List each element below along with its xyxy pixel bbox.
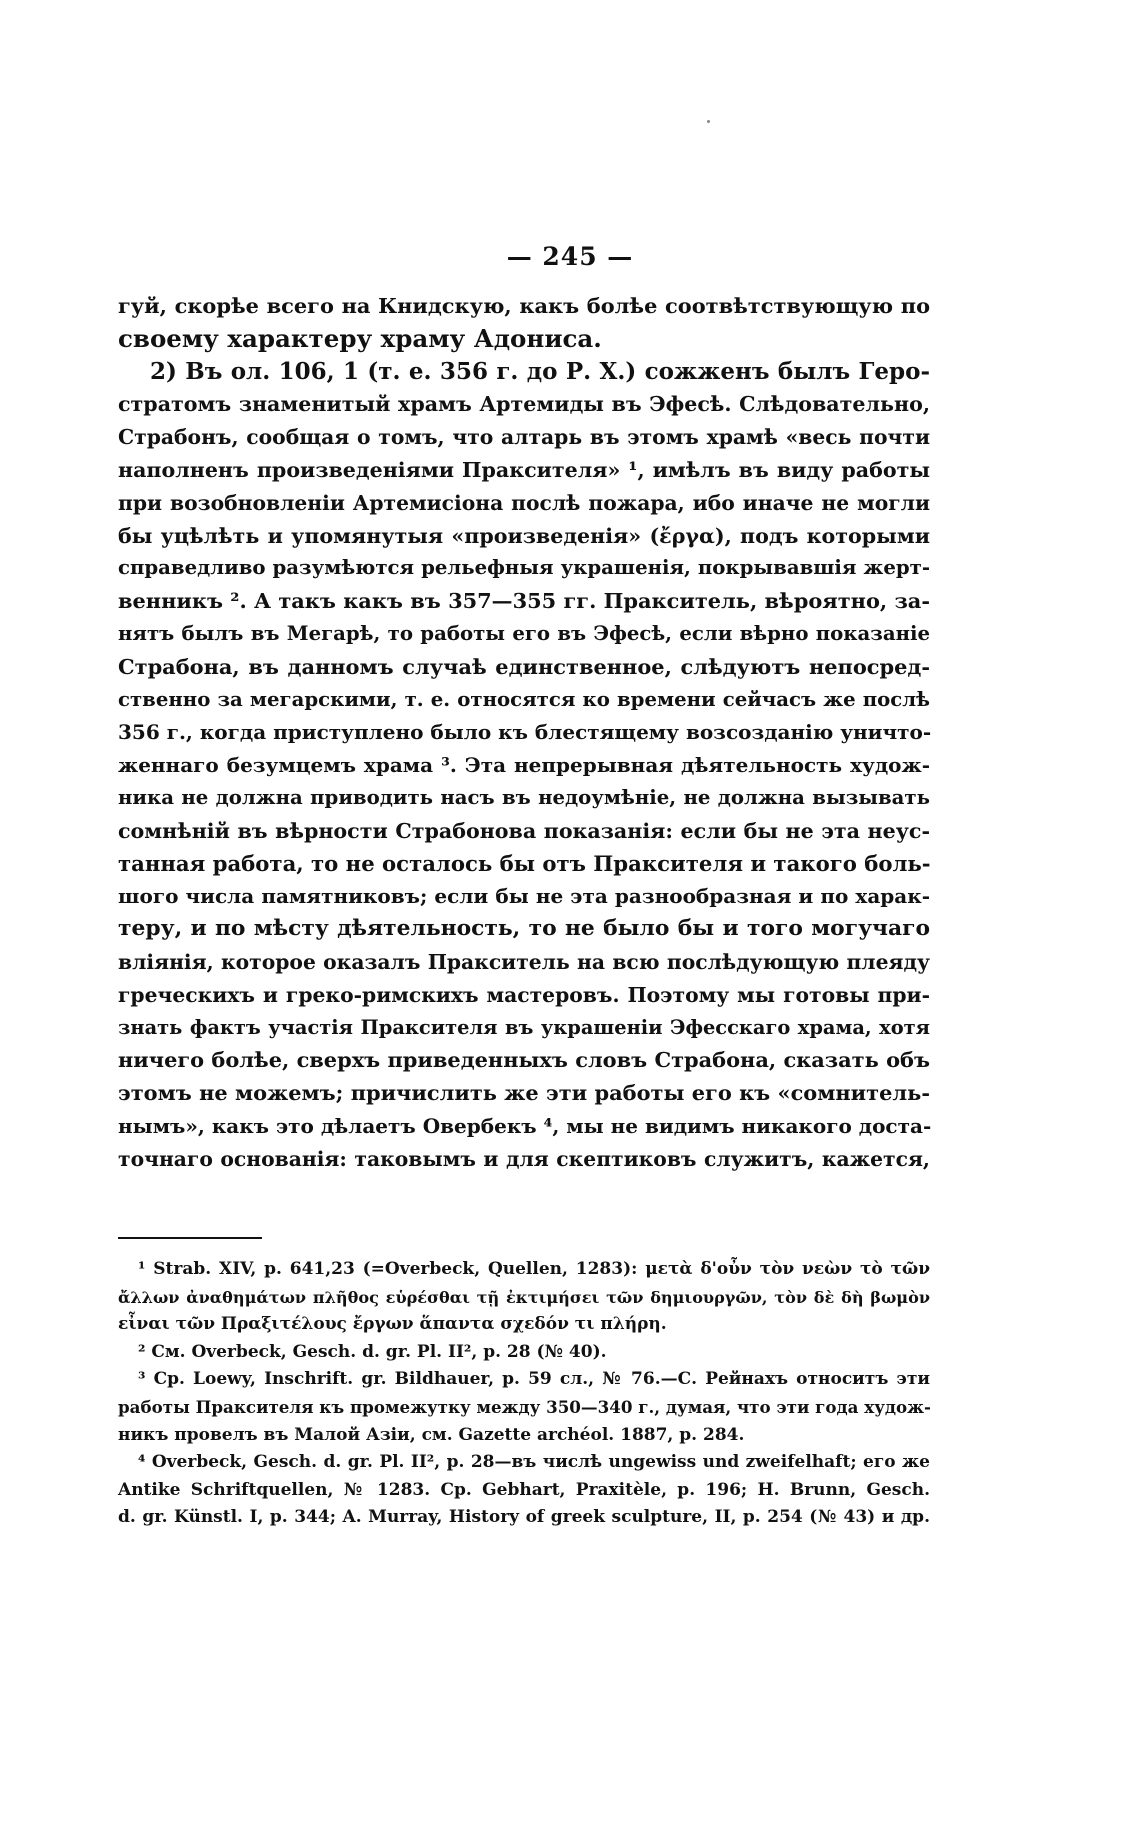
text-line: 356 г., когда приступлено было къ блестящему возсозданію уничто- — [118, 720, 932, 745]
footnote-rule — [118, 1237, 262, 1239]
text-line: женнаго безумцемъ храма ³. Эта непрерывная дѣятельность худож- — [118, 753, 930, 778]
footnote-line: ἄλλων ἀναθημάτων πλῆθος εὑρέσθαι τῇ ἐκτιμήσει τῶν δημιουργῶν, τὸν δὲ δὴ βωμὸν — [118, 1287, 930, 1307]
text-line: нятъ былъ въ Мегарѣ, то работы его въ Эфесѣ, если вѣрно показаніе — [118, 621, 930, 645]
main-text — [118, 290, 930, 1176]
text-line: сомнѣній въ вѣрности Страбонова показанія: если бы не эта неус- — [118, 818, 930, 843]
text-line: точнаго основанія: таковымъ и для скептиковъ служитъ, кажется, — [118, 1146, 930, 1171]
text-line: вліянія, которое оказалъ Пракситель на всю послѣдующую плеяду — [118, 949, 930, 974]
text-line: теру, и по мѣсту дѣятельность, то не было бы и того могучаго — [118, 916, 930, 942]
text-line: бы уцѣлѣть и упомянутыя «произведенія» (ἔργα), подъ которыми — [118, 523, 930, 548]
text-line: наполненъ произведеніями Праксителя» ¹, имѣлъ въ виду работы — [118, 457, 930, 482]
text-line: венникъ ². А такъ какъ въ 357—355 гг. Пракситель, вѣроятно, за- — [118, 588, 930, 614]
footnote-line: ¹ Strab. XIV, p. 641,23 (=Overbeck, Quellen, 1283): μετὰ δ'οὖν τὸν νεὼν τὸ τῶν — [138, 1259, 930, 1279]
text-line: гуй, скорѣе всего на Книдскую, какъ болѣе соотвѣтствующую по — [118, 293, 930, 318]
text-line: ственно за мегарскими, т. е. относятся ко времени сейчасъ же послѣ — [118, 687, 930, 711]
footnote-line: работы Праксителя къ промежутку между 350—340 г., думая, что эти года худож- — [118, 1396, 931, 1417]
footnote-line: Antike Schriftquellen, № 1283. Cp. Gebhart, Praxitèle, p. 196; H. Brunn, Gesch. — [118, 1479, 930, 1500]
text-line: этомъ не можемъ; причислить же эти работы его къ «сомнитель- — [118, 1080, 930, 1106]
text-line: Страбонъ, сообщая о томъ, что алтарь въ этомъ храмѣ «весь почти — [118, 425, 930, 450]
text-line: стратомъ знаменитый храмъ Артемиды въ Эфесѣ. Слѣдовательно, — [118, 392, 930, 417]
page-number: — 245 — — [506, 242, 634, 271]
footnote-line: d. gr. Künstl. I, p. 344; A. Murray, History of greek sculpture, II, p. 254 (№ 43) и др. — [118, 1507, 930, 1528]
text-line: при возобновленіи Артемисіона послѣ пожара, ибо иначе не могли — [118, 490, 930, 515]
text-line: нымъ», какъ это дѣлаетъ Овербекъ ⁴, мы не видимъ никакого доста- — [118, 1113, 932, 1138]
footnotes — [118, 1256, 930, 1532]
text-line: шого числа памятниковъ; если бы не эта разнообразная и по харак- — [118, 884, 930, 909]
text-line: знать фактъ участія Праксителя въ украшеніи Эфесскаго храма, хотя — [118, 1015, 930, 1039]
text-line: греческихъ и греко-римскихъ мастеровъ. Поэтому мы готовы при- — [118, 982, 930, 1007]
text-line: танная работа, то не осталось бы отъ Праксителя и такого боль- — [118, 850, 931, 876]
text-line: своему характеру храму Адониса. — [118, 323, 602, 353]
text-line: ничего болѣе, сверхъ приведенныхъ словъ Страбона, сказать объ — [118, 1047, 930, 1073]
footnote-line: ² См. Overbeck, Gesch. d. gr. Pl. II², p. 28 (№ 40). — [138, 1341, 607, 1362]
page-speck — [707, 120, 710, 123]
footnote-line: εἶναι τῶν Πραξιτέλους ἔργων ἅπαντα σχεδόν τι πλήρη. — [118, 1314, 667, 1335]
footnote-line: ³ Cp. Loewy, Inschrift. gr. Bildhauer, p. 59 сл., № 76.—С. Рейнахъ относитъ эти — [138, 1369, 930, 1390]
text-line: 2) Въ ол. 106, 1 (т. е. 356 г. до Р. Х.) сожженъ былъ Геро- — [150, 357, 930, 385]
text-line: ника не должна приводить насъ въ недоумѣніе, не должна вызывать — [118, 785, 930, 809]
footnote-line: ⁴ Overbeck, Gesch. d. gr. Pl. II², p. 28—въ числѣ ungewiss und zweifelhaft; его же — [138, 1452, 930, 1473]
text-line: Страбона, въ данномъ случаѣ единственное, слѣдуютъ непосред- — [118, 653, 930, 679]
text-line: справедливо разумѣются рельефныя украшенія, покрывавшія жерт- — [118, 556, 930, 580]
footnote-line: никъ провелъ въ Малой Азіи, см. Gazette archéol. 1887, p. 284. — [118, 1424, 745, 1445]
